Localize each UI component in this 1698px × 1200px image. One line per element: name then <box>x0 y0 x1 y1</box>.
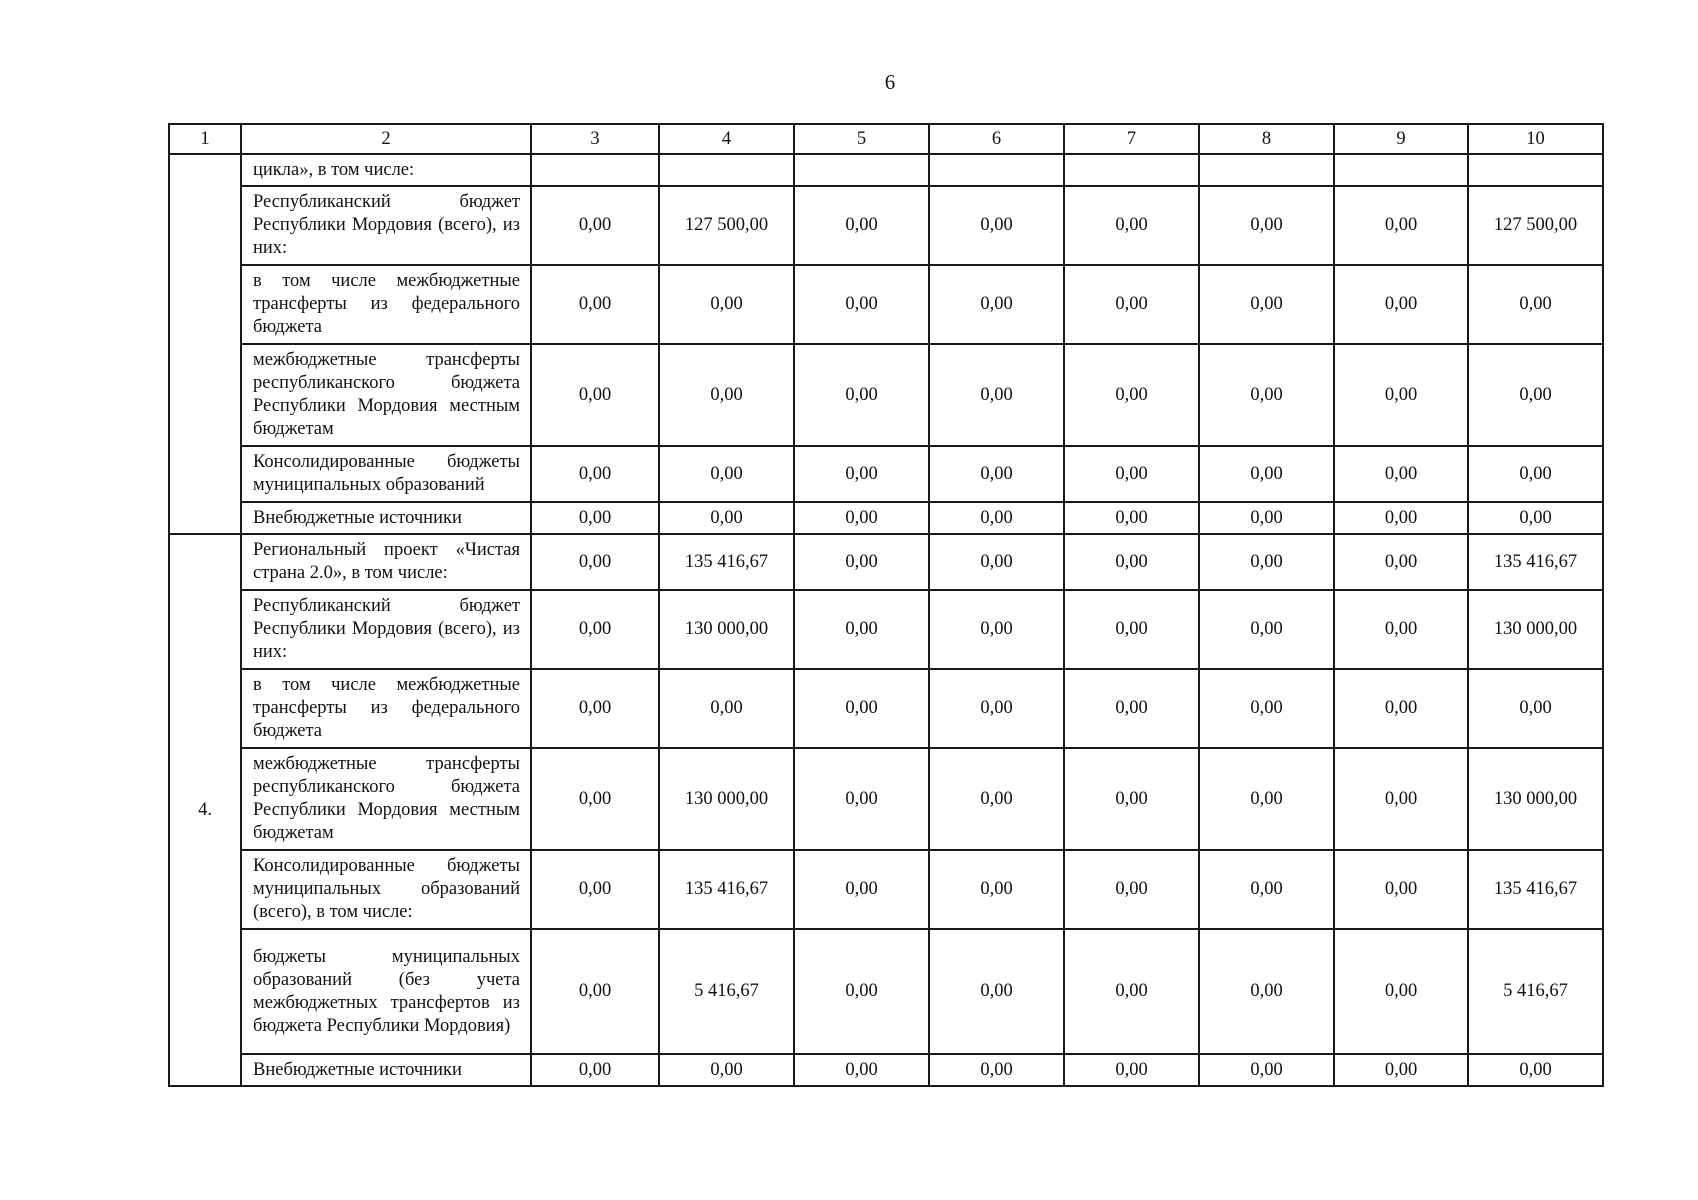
value-cell: 0,00 <box>929 590 1064 669</box>
value-cell: 0,00 <box>794 850 929 929</box>
value-cell: 0,00 <box>794 502 929 534</box>
row-index-cell <box>169 154 241 534</box>
value-cell <box>1334 154 1468 186</box>
value-cell: 0,00 <box>794 669 929 748</box>
header-cell: 10 <box>1468 124 1603 154</box>
value-cell: 0,00 <box>1468 446 1603 502</box>
table-row <box>169 186 1603 265</box>
value-cell: 0,00 <box>1334 1054 1468 1086</box>
value-cell: 0,00 <box>1064 850 1199 929</box>
value-cell: 0,00 <box>531 850 659 929</box>
value-cell: 0,00 <box>1334 929 1468 1054</box>
table-row <box>169 344 1603 446</box>
value-cell: 0,00 <box>1064 446 1199 502</box>
table-row <box>169 534 1603 590</box>
row-label: межбюджетные трансферты республиканского бюджета Республики Мордовия местным бюджетам <box>241 344 531 446</box>
value-cell: 0,00 <box>929 929 1064 1054</box>
value-cell: 0,00 <box>1199 850 1334 929</box>
value-cell: 0,00 <box>1064 534 1199 590</box>
value-cell: 0,00 <box>1199 590 1334 669</box>
value-cell <box>1468 154 1603 186</box>
value-cell: 135 416,67 <box>659 534 794 590</box>
value-cell: 0,00 <box>929 850 1064 929</box>
value-cell: 0,00 <box>1199 265 1334 344</box>
row-label: Региональный проект «Чистая страна 2.0», в том числе: <box>241 534 531 590</box>
table-row <box>169 850 1603 929</box>
value-cell: 0,00 <box>1468 265 1603 344</box>
row-label: Консолидированные бюджеты муниципальных образований (всего), в том числе: <box>241 850 531 929</box>
value-cell: 0,00 <box>1199 669 1334 748</box>
value-cell <box>794 154 929 186</box>
table-row <box>169 929 1603 1054</box>
value-cell <box>531 154 659 186</box>
value-cell: 0,00 <box>1199 748 1334 850</box>
value-cell: 0,00 <box>1199 534 1334 590</box>
value-cell <box>659 154 794 186</box>
value-cell: 0,00 <box>1064 1054 1199 1086</box>
value-cell: 0,00 <box>531 669 659 748</box>
row-label: Консолидированные бюджеты муниципальных образований <box>241 446 531 502</box>
value-cell: 0,00 <box>794 1054 929 1086</box>
value-cell <box>929 154 1064 186</box>
row-label: Республиканский бюджет Республики Мордовия (всего), из них: <box>241 186 531 265</box>
row-label: Внебюджетные источники <box>241 1054 531 1086</box>
table-row <box>169 590 1603 669</box>
header-cell: 8 <box>1199 124 1334 154</box>
row-label: в том числе межбюджетные трансферты из федерального бюджета <box>241 265 531 344</box>
value-cell: 130 000,00 <box>1468 590 1603 669</box>
value-cell: 0,00 <box>531 590 659 669</box>
value-cell: 0,00 <box>531 265 659 344</box>
value-cell: 0,00 <box>794 590 929 669</box>
header-cell: 2 <box>241 124 531 154</box>
value-cell: 0,00 <box>531 1054 659 1086</box>
value-cell: 0,00 <box>1468 344 1603 446</box>
value-cell: 0,00 <box>531 534 659 590</box>
value-cell: 5 416,67 <box>659 929 794 1054</box>
value-cell: 0,00 <box>531 446 659 502</box>
table-row <box>169 748 1603 850</box>
value-cell: 0,00 <box>1199 1054 1334 1086</box>
table-header-row <box>169 124 1603 154</box>
header-cell: 1 <box>169 124 241 154</box>
value-cell: 130 000,00 <box>659 590 794 669</box>
value-cell: 0,00 <box>929 186 1064 265</box>
value-cell: 0,00 <box>1468 1054 1603 1086</box>
value-cell: 0,00 <box>929 265 1064 344</box>
value-cell: 0,00 <box>531 186 659 265</box>
value-cell: 0,00 <box>531 344 659 446</box>
value-cell: 0,00 <box>1334 344 1468 446</box>
value-cell: 127 500,00 <box>659 186 794 265</box>
row-label: цикла», в том числе: <box>241 154 531 186</box>
value-cell: 135 416,67 <box>1468 850 1603 929</box>
page-number: 6 <box>884 70 896 94</box>
value-cell: 0,00 <box>659 669 794 748</box>
value-cell: 0,00 <box>1334 850 1468 929</box>
row-label: бюджеты муниципальных образований (без учета межбюджетных трансфертов из бюджета Республики Мордовия) <box>241 929 531 1054</box>
row-label: межбюджетные трансферты республиканского бюджета Республики Мордовия местным бюджетам <box>241 748 531 850</box>
table-row <box>169 502 1603 534</box>
value-cell: 0,00 <box>659 344 794 446</box>
value-cell: 0,00 <box>1064 502 1199 534</box>
value-cell: 0,00 <box>929 669 1064 748</box>
value-cell: 0,00 <box>659 1054 794 1086</box>
value-cell: 0,00 <box>1064 186 1199 265</box>
value-cell: 135 416,67 <box>1468 534 1603 590</box>
value-cell: 0,00 <box>1064 669 1199 748</box>
header-cell: 9 <box>1334 124 1468 154</box>
value-cell: 0,00 <box>1468 502 1603 534</box>
value-cell: 0,00 <box>929 1054 1064 1086</box>
value-cell: 135 416,67 <box>659 850 794 929</box>
value-cell: 5 416,67 <box>1468 929 1603 1054</box>
value-cell: 0,00 <box>929 502 1064 534</box>
value-cell <box>1199 154 1334 186</box>
value-cell: 0,00 <box>659 446 794 502</box>
header-cell: 4 <box>659 124 794 154</box>
value-cell: 0,00 <box>1199 502 1334 534</box>
value-cell: 0,00 <box>1064 929 1199 1054</box>
value-cell: 0,00 <box>1334 265 1468 344</box>
value-cell: 0,00 <box>1199 186 1334 265</box>
value-cell: 0,00 <box>1064 265 1199 344</box>
value-cell: 0,00 <box>794 446 929 502</box>
value-cell: 0,00 <box>1199 344 1334 446</box>
table-row <box>169 154 1603 186</box>
table-row <box>169 265 1603 344</box>
row-label: Республиканский бюджет Республики Мордовия (всего), из них: <box>241 590 531 669</box>
value-cell: 0,00 <box>1468 669 1603 748</box>
value-cell: 0,00 <box>531 929 659 1054</box>
header-cell: 6 <box>929 124 1064 154</box>
value-cell: 127 500,00 <box>1468 186 1603 265</box>
value-cell: 0,00 <box>659 502 794 534</box>
value-cell: 0,00 <box>929 534 1064 590</box>
value-cell: 0,00 <box>1334 446 1468 502</box>
value-cell: 0,00 <box>929 344 1064 446</box>
value-cell: 0,00 <box>1199 446 1334 502</box>
value-cell: 130 000,00 <box>1468 748 1603 850</box>
value-cell: 0,00 <box>1334 748 1468 850</box>
table-row <box>169 1054 1603 1086</box>
table-row <box>169 446 1603 502</box>
value-cell: 0,00 <box>794 748 929 850</box>
header-cell: 3 <box>531 124 659 154</box>
value-cell: 0,00 <box>1334 534 1468 590</box>
value-cell: 0,00 <box>531 502 659 534</box>
budget-table <box>168 123 1604 1087</box>
value-cell: 0,00 <box>1064 590 1199 669</box>
value-cell: 0,00 <box>531 748 659 850</box>
value-cell: 0,00 <box>1334 669 1468 748</box>
value-cell: 0,00 <box>659 265 794 344</box>
row-label: в том числе межбюджетные трансферты из федерального бюджета <box>241 669 531 748</box>
value-cell: 0,00 <box>794 534 929 590</box>
row-index-cell: 4. <box>169 534 241 1086</box>
value-cell <box>1064 154 1199 186</box>
table-row <box>169 669 1603 748</box>
value-cell: 0,00 <box>1064 344 1199 446</box>
value-cell: 0,00 <box>794 929 929 1054</box>
value-cell: 0,00 <box>1334 502 1468 534</box>
value-cell: 0,00 <box>1334 186 1468 265</box>
header-cell: 7 <box>1064 124 1199 154</box>
value-cell: 0,00 <box>794 344 929 446</box>
value-cell: 0,00 <box>1064 748 1199 850</box>
value-cell: 0,00 <box>1199 929 1334 1054</box>
value-cell: 0,00 <box>929 446 1064 502</box>
value-cell: 0,00 <box>794 186 929 265</box>
value-cell: 0,00 <box>929 748 1064 850</box>
header-cell: 5 <box>794 124 929 154</box>
value-cell: 130 000,00 <box>659 748 794 850</box>
value-cell: 0,00 <box>1334 590 1468 669</box>
row-label: Внебюджетные источники <box>241 502 531 534</box>
value-cell: 0,00 <box>794 265 929 344</box>
